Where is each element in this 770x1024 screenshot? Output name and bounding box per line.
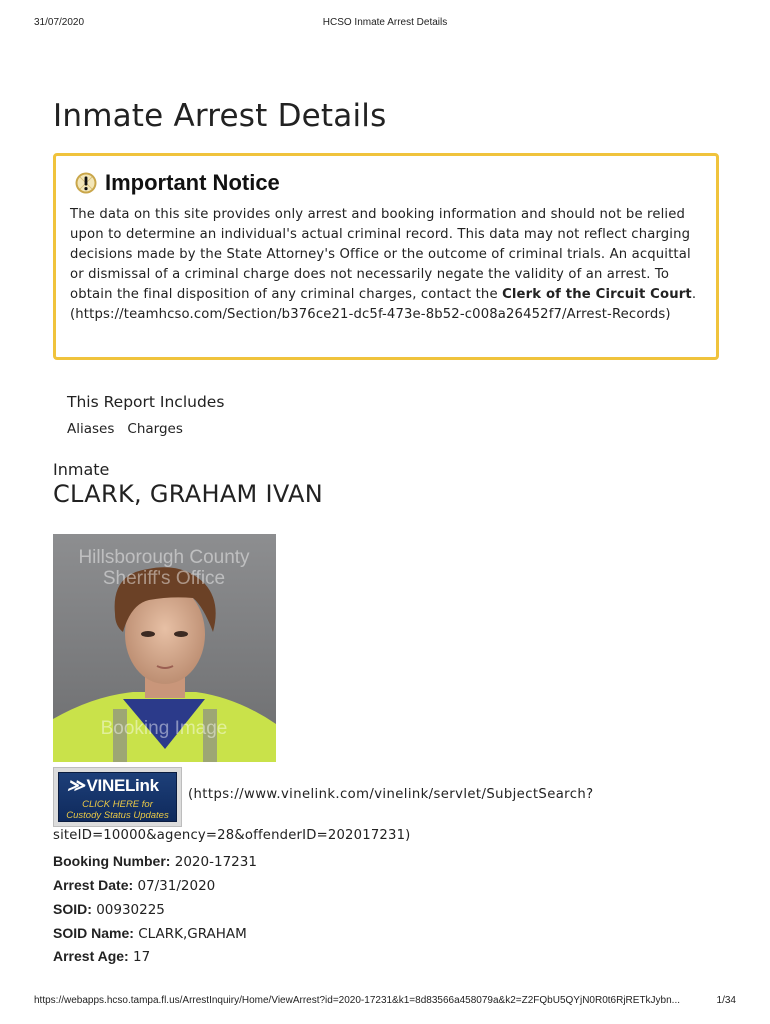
arrest-age-label: Arrest Age: (53, 948, 129, 964)
watermark-office: Sheriff's Office (102, 568, 226, 589)
vine-mark-icon: ≫ (67, 776, 85, 795)
print-footer (0, 995, 770, 1009)
vinelink-cta-line-2: Custody Status Updates (66, 810, 169, 821)
booking-number-value: 2020-17231 (174, 854, 257, 870)
watermark-county: Hillsborough County (78, 547, 250, 568)
print-footer-url: https://webapps.hcso.tampa.fl.us/ArrestInquiry/Home/ViewArrest?id=2020-17231&k1=8d83566a458079a&k2=Z2FQbU5QYjN0R0t6RjRETkJybn... (34, 995, 681, 1006)
print-date: 31/07/2020 (34, 17, 85, 28)
arrest-date-label: Arrest Date: (53, 877, 134, 893)
vinelink-button[interactable] (53, 767, 182, 827)
vinelink-logo-text: VINELink (86, 776, 159, 795)
vinelink-url-part-1[interactable]: (https://www.vinelink.com/vinelink/servlet/SubjectSearch? (188, 787, 594, 802)
watermark-booking-image: Booking Image (100, 718, 228, 739)
report-item-aliases[interactable]: Aliases (67, 421, 115, 437)
booking-number-label: Booking Number: (53, 853, 171, 869)
report-item-charges[interactable]: Charges (127, 421, 183, 437)
notice-header (70, 169, 702, 197)
notice-title: Important Notice (105, 170, 280, 195)
print-header (0, 17, 770, 31)
arrest-date-row (53, 877, 215, 894)
vinelink-banner (58, 772, 177, 822)
print-doc-title: HCSO Inmate Arrest Details (322, 17, 448, 28)
booking-photo-image (53, 534, 276, 762)
soid-name-label: SOID Name: (53, 925, 134, 941)
vinelink-cta-line-1: CLICK HERE for (82, 799, 153, 810)
print-page-number: 1/34 (716, 995, 736, 1006)
inmate-name: CLARK, GRAHAM IVAN (53, 480, 324, 508)
soid-name-row (53, 925, 247, 942)
vinelink-url-part-2[interactable]: siteID=10000&agency=28&offenderID=202017231) (53, 828, 411, 843)
vinelink-logo (67, 776, 159, 796)
booking-number-row (53, 853, 257, 870)
arrest-age-row (53, 948, 150, 965)
arrest-date-value: 07/31/2020 (137, 878, 216, 894)
soid-name-value: CLARK,GRAHAM (138, 926, 247, 942)
notice-body (70, 205, 702, 325)
soid-row (53, 901, 165, 918)
important-notice-box (53, 153, 719, 360)
exclamation-icon (75, 172, 97, 194)
soid-value: 00930225 (96, 902, 165, 918)
report-includes-label: This Report Includes (67, 393, 225, 411)
report-includes-list (67, 421, 183, 437)
notice-text-1: The data on this site provides only arrest and booking information and should not be relied upon to determine an individual's actual criminal record. This data may not reflect charging decisions made by the State Attorney's Office or the outcome of criminal trials. An acquittal or dismissal of a criminal charge does not necessarily negate the validity of an arrest. To obtain the final disposition of any criminal charges, contact the (70, 207, 691, 302)
clerk-link[interactable]: Clerk of the Circuit Court (502, 287, 692, 302)
page-title: Inmate Arrest Details (53, 98, 387, 134)
inmate-label: Inmate (53, 460, 110, 479)
booking-photo (53, 534, 276, 762)
arrest-age-value: 17 (133, 949, 151, 965)
notice-text-2: . (https://teamhcso.com/Section/b376ce21-dc5f-473e-8b52-c008a26452f7/Arrest-Records) (70, 287, 697, 322)
soid-label: SOID: (53, 901, 92, 917)
